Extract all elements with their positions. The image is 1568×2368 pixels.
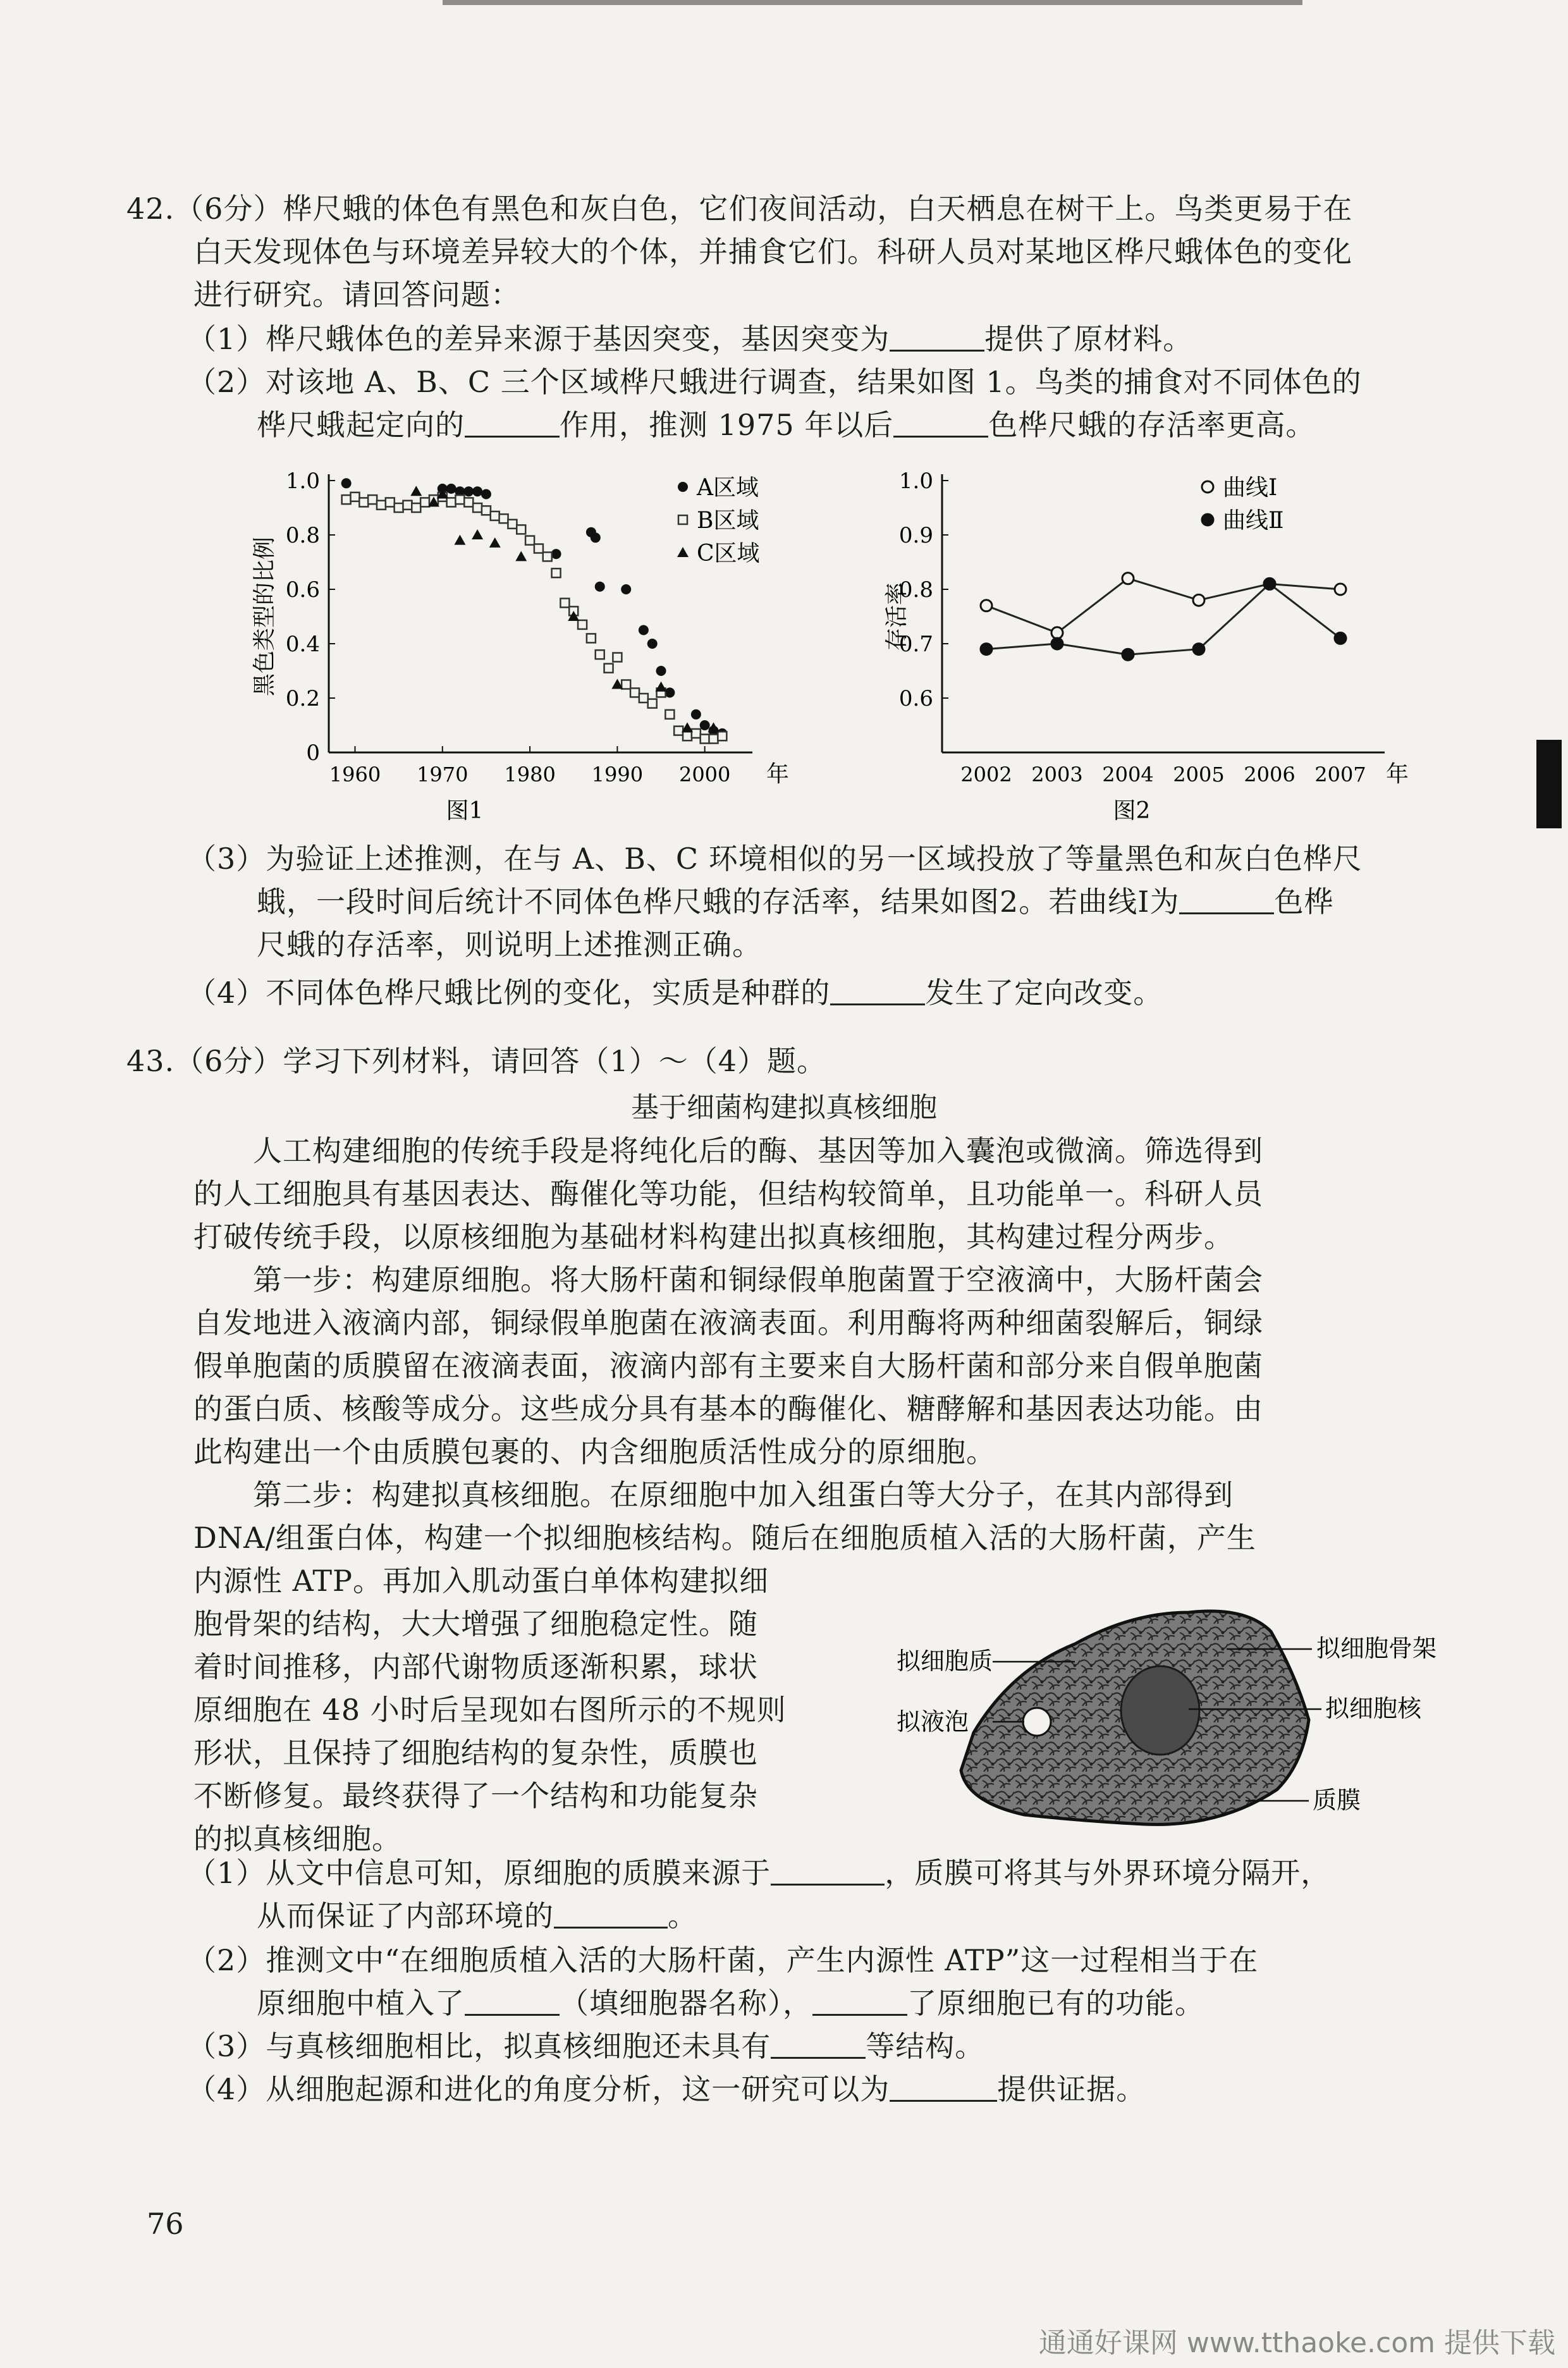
- x-tick-label: 2006: [1244, 763, 1295, 787]
- data-point-A区域: [691, 709, 701, 720]
- data-point-曲线Ⅰ: [1193, 594, 1204, 606]
- q42-part4-text-end: 发生了定向改变。: [925, 976, 1163, 1010]
- answer-blank[interactable]: [554, 1898, 668, 1929]
- data-point-曲线Ⅱ: [1051, 638, 1063, 649]
- label-cytoskeleton: 拟细胞骨架: [1316, 1635, 1437, 1662]
- y-tick-label: 1.0: [285, 469, 320, 494]
- legend-label: 曲线Ⅱ: [1223, 508, 1284, 534]
- label-cytoplasm: 拟细胞质: [897, 1647, 993, 1675]
- label-membrane: 质膜: [1313, 1786, 1361, 1814]
- data-point-B区域: [683, 732, 692, 740]
- data-point-B区域: [604, 664, 613, 673]
- article-line: 的蛋白质、核酸等成分。这些成分具有基本的酶催化、糖酵解和基因表达功能。由: [193, 1392, 1263, 1426]
- q43-part1-text2: 从而保证了内部环境的: [257, 1899, 554, 1933]
- q42-part2-line1: （2）对该地 A、B、C 三个区域桦尺蛾进行调查，结果如图 1。鸟类的捕食对不同体色的: [187, 365, 1362, 399]
- q42-stem-line2: 白天发现体色与环境差异较大的个体，并捕食它们。科研人员对某地区桦尺蛾体色的变化: [193, 235, 1352, 269]
- data-point-B区域: [692, 729, 701, 738]
- label-vacuole: 拟液泡: [897, 1708, 969, 1736]
- legend-marker: [678, 515, 687, 524]
- data-point-B区域: [630, 688, 639, 697]
- data-point-B区域: [639, 694, 648, 702]
- data-point-C区域: [489, 537, 501, 548]
- article-line: 此构建出一个由质膜包裹的、内含细胞质活性成分的原细胞。: [193, 1435, 996, 1469]
- legend-marker: [1202, 514, 1213, 525]
- legend-marker: [678, 482, 688, 492]
- legend-label: C区域: [697, 541, 760, 567]
- data-point-B区域: [482, 506, 491, 515]
- x-tick-label: 2000: [678, 763, 731, 787]
- article-line: 胞骨架的结构，大大增强了细胞稳定性。随: [193, 1607, 758, 1641]
- x-tick-label: 2004: [1102, 763, 1154, 787]
- data-point-B区域: [455, 495, 464, 504]
- q43-part4-text: （4）从细胞起源和进化的角度分析，这一研究可以为: [187, 2072, 890, 2106]
- x-tick-label: 1980: [504, 763, 556, 787]
- figure-caption: 图1: [446, 798, 484, 824]
- scan-top-shadow: [443, 0, 1302, 5]
- y-axis-label: 黑色类型的比例: [252, 536, 278, 697]
- data-point-B区域: [648, 699, 657, 708]
- y-tick-label: 0.8: [285, 523, 320, 548]
- data-point-B区域: [377, 501, 386, 510]
- q43-part2-text-mid: （填细胞器名称），: [560, 1986, 812, 2020]
- data-point-B区域: [403, 501, 412, 510]
- article-line: 人工构建细胞的传统手段是将纯化后的酶、基因等加入囊泡或微滴。筛选得到: [253, 1134, 1263, 1168]
- q43-part1-line1: [187, 1854, 1330, 1892]
- page-number: 76: [147, 2207, 184, 2241]
- y-tick-label: 0.6: [898, 686, 933, 711]
- data-point-B区域: [473, 503, 482, 512]
- data-point-B区域: [701, 735, 709, 744]
- data-point-A区域: [639, 625, 649, 635]
- data-point-C区域: [656, 682, 667, 692]
- q42-part1-text: （1）桦尺蛾体色的差异来源于基因突变，基因突变为: [187, 322, 890, 356]
- article-line: 着时间推移，内部代谢物质逐渐积累，球状: [193, 1650, 758, 1684]
- answer-blank[interactable]: [890, 321, 984, 352]
- data-point-C区域: [410, 486, 422, 496]
- data-point-B区域: [517, 525, 525, 534]
- q42-part3-text: 蛾，一段时间后统计不同体色桦尺蛾的存活率，结果如图2。若曲线Ⅰ为: [257, 885, 1180, 919]
- data-point-B区域: [709, 735, 718, 744]
- x-axis-label: 年: [766, 761, 790, 787]
- x-tick-label: 2007: [1314, 763, 1366, 787]
- article-line: 打破传统手段，以原核细胞为基础材料构建出拟真核细胞，其构建过程分两步。: [193, 1220, 1234, 1254]
- article-line: 原细胞在 48 小时后呈现如右图所示的不规则: [193, 1693, 787, 1727]
- answer-blank[interactable]: [830, 974, 925, 1005]
- y-tick-label: 0: [306, 740, 320, 766]
- q42-part3-text-end: 色桦: [1274, 885, 1334, 919]
- series-line-曲线Ⅱ: [986, 584, 1340, 654]
- legend-marker: [1202, 481, 1213, 493]
- q43-part3-text: （3）与真核细胞相比，拟真核细胞还未具有: [187, 2029, 771, 2063]
- answer-blank[interactable]: [1179, 883, 1274, 914]
- data-point-B区域: [674, 727, 683, 735]
- figure2-chart: [841, 455, 1410, 835]
- data-point-曲线Ⅰ: [1335, 584, 1346, 595]
- data-point-B区域: [447, 498, 456, 506]
- data-point-B区域: [359, 498, 368, 506]
- data-point-A区域: [481, 489, 491, 500]
- data-point-曲线Ⅱ: [981, 644, 992, 655]
- y-tick-label: 0.7: [898, 632, 933, 657]
- data-point-C区域: [515, 551, 527, 561]
- x-tick-label: 1970: [417, 763, 469, 787]
- data-point-A区域: [591, 532, 601, 543]
- data-point-B区域: [587, 634, 596, 642]
- article-line: 自发地进入液滴内部，铜绿假单胞菌在液滴表面。利用酶将两种细菌裂解后，铜绿: [193, 1306, 1263, 1340]
- nucleus-shape: [1121, 1666, 1199, 1755]
- q42-part3-line1: （3）为验证上述推测，在与 A、B、C 环境相似的另一区域投放了等量黑色和灰白色桦尺: [187, 842, 1363, 876]
- data-point-B区域: [491, 512, 499, 520]
- q42-part4-text: （4）不同体色桦尺蛾比例的变化，实质是种群的: [187, 976, 831, 1010]
- q42-part4: [187, 974, 1163, 1012]
- legend-label: B区域: [697, 508, 759, 534]
- answer-blank[interactable]: [890, 2071, 997, 2102]
- legend-label: A区域: [697, 475, 759, 501]
- answer-blank[interactable]: [465, 407, 560, 438]
- q42-part3-line2: [257, 883, 1333, 921]
- x-tick-label: 2002: [960, 763, 1012, 787]
- q42-part1: [187, 320, 1192, 358]
- legend-label: 曲线Ⅰ: [1223, 475, 1278, 501]
- q42-part2-line2: [257, 406, 1315, 444]
- x-axis-label: 年: [1385, 761, 1409, 787]
- q43-part1-text: （1）从文中信息可知，原细胞的质膜来源于: [187, 1856, 771, 1890]
- q43-stem: 43.（6分）学习下列材料，请回答（1）～（4）题。: [126, 1044, 826, 1078]
- data-point-B区域: [613, 653, 622, 662]
- q42-part1-text-end: 提供了原材料。: [984, 322, 1193, 356]
- data-point-A区域: [621, 584, 631, 594]
- data-point-B区域: [543, 552, 552, 561]
- q43-part4-text-end: 提供证据。: [997, 2072, 1146, 2106]
- data-point-A区域: [647, 639, 658, 649]
- data-point-曲线Ⅱ: [1335, 632, 1346, 644]
- q42-part2-text-end: 色桦尺蛾的存活率更高。: [988, 408, 1316, 442]
- figure1-chart: [240, 455, 809, 835]
- data-point-B区域: [560, 599, 569, 608]
- answer-blank[interactable]: [465, 1985, 560, 2016]
- y-tick-label: 0.2: [285, 686, 320, 711]
- data-point-B区域: [412, 503, 420, 512]
- series-line-曲线Ⅰ: [986, 579, 1340, 633]
- data-point-C区域: [454, 535, 465, 545]
- data-point-A区域: [472, 486, 482, 496]
- q43-part1-text-end: ，质膜可将其与外界环境分隔开，: [885, 1856, 1331, 1890]
- x-tick-label: 1990: [591, 763, 644, 787]
- q42-part2-text-mid: 作用，推测 1975 年以后: [560, 408, 894, 442]
- data-point-B区域: [596, 650, 604, 659]
- watermark-text: 通通好课网 www.tthaoke.com 提供下载: [1038, 2327, 1555, 2359]
- answer-blank[interactable]: [771, 2028, 866, 2059]
- y-tick-label: 0.9: [898, 523, 933, 548]
- q43-part1-line2: [257, 1897, 697, 1935]
- data-point-曲线Ⅰ: [1051, 627, 1063, 639]
- data-point-曲线Ⅱ: [1264, 578, 1275, 589]
- article-line: 第一步：构建原细胞。将大肠杆菌和铜绿假单胞菌置于空液滴中，大肠杆菌会: [253, 1263, 1263, 1297]
- y-axis-label: 存活率: [884, 582, 910, 651]
- q43-part3: [187, 2027, 984, 2065]
- data-point-A区域: [656, 666, 666, 676]
- scan-edge-mark: [1536, 740, 1562, 828]
- y-tick-label: 0.6: [285, 577, 320, 603]
- figure-caption: 图2: [1113, 798, 1151, 824]
- q42-part3-line3: 尺蛾的存活率，则说明上述推测正确。: [257, 928, 762, 962]
- x-tick-label: 2005: [1173, 763, 1225, 787]
- data-point-B区域: [395, 503, 403, 512]
- data-point-B区域: [420, 498, 429, 506]
- data-point-B区域: [578, 620, 587, 629]
- data-point-B区域: [622, 680, 630, 689]
- q43-part2-line1: （2）推测文中“在细胞质植入活的大肠杆菌，产生内源性 ATP”这一过程相当于在: [187, 1943, 1259, 1977]
- data-point-B区域: [342, 495, 351, 504]
- y-tick-label: 0.4: [285, 632, 320, 657]
- article-line: 的拟真核细胞。: [193, 1822, 401, 1856]
- q42-stem-line3: 进行研究。请回答问题：: [193, 278, 520, 312]
- q43-part1-text3: 。: [668, 1899, 697, 1933]
- legend-marker: [677, 547, 689, 557]
- data-point-B区域: [525, 536, 534, 545]
- answer-blank[interactable]: [771, 1855, 885, 1886]
- data-point-B区域: [350, 493, 359, 501]
- q43-part2-line2: [257, 1984, 1204, 2022]
- x-tick-label: 2003: [1031, 763, 1083, 787]
- x-tick-label: 1960: [329, 763, 381, 787]
- data-point-B区域: [508, 520, 517, 529]
- data-point-B区域: [386, 498, 395, 506]
- data-point-A区域: [595, 582, 605, 592]
- q43-article-title: 基于细菌构建拟真核细胞: [631, 1091, 937, 1124]
- data-point-曲线Ⅱ: [1122, 649, 1134, 660]
- article-line: 不断修复。最终获得了一个结构和功能复杂: [193, 1779, 758, 1813]
- y-tick-label: 1.0: [898, 469, 933, 494]
- data-point-曲线Ⅱ: [1193, 644, 1204, 655]
- q42-stem-line1: 42.（6分）桦尺蛾的体色有黑色和灰白色，它们夜间活动，白天栖息在树干上。鸟类更易于在: [126, 192, 1353, 226]
- vacuole-shape: [1023, 1708, 1051, 1736]
- data-point-B区域: [552, 568, 561, 577]
- data-point-B区域: [464, 498, 473, 506]
- q43-part4: [187, 2070, 1146, 2108]
- y-tick-label: 0.8: [898, 577, 933, 603]
- data-point-曲线Ⅰ: [1122, 573, 1134, 584]
- article-line: DNA/组蛋白体，构建一个拟细胞核结构。随后在细胞质植入活的大肠杆菌，产生: [193, 1521, 1256, 1555]
- q43-part2-text: 原细胞中植入了: [257, 1986, 465, 2020]
- article-line: 形状，且保持了细胞结构的复杂性，质膜也: [193, 1736, 758, 1770]
- q42-part2-text: 桦尺蛾起定向的: [257, 408, 465, 442]
- label-nucleus: 拟细胞核: [1325, 1695, 1422, 1722]
- q43-part3-text-end: 等结构。: [866, 2029, 985, 2063]
- article-line: 内源性 ATP。再加入肌动蛋白单体构建拟细: [193, 1564, 769, 1598]
- answer-blank[interactable]: [893, 407, 988, 438]
- article-line: 假单胞菌的质膜留在液滴表面，液滴内部有主要来自大肠杆菌和部分来自假单胞菌: [193, 1349, 1263, 1383]
- article-line: 的人工细胞具有基因表达、酶催化等功能，但结构较简单，且功能单一。科研人员: [193, 1177, 1263, 1211]
- data-point-B区域: [499, 514, 508, 523]
- data-point-A区域: [341, 478, 352, 488]
- data-point-B区域: [534, 544, 543, 553]
- q43-part2-text-end: 了原细胞已有的功能。: [907, 1986, 1204, 2020]
- data-point-C区域: [472, 529, 483, 539]
- data-point-B区域: [368, 495, 377, 504]
- data-point-B区域: [665, 710, 674, 719]
- answer-blank[interactable]: [812, 1985, 907, 2016]
- cell-figure: [866, 1574, 1437, 1853]
- data-point-B区域: [718, 732, 726, 740]
- data-point-曲线Ⅰ: [981, 600, 992, 611]
- article-line: 第二步：构建拟真核细胞。在原细胞中加入组蛋白等大分子，在其内部得到: [253, 1478, 1234, 1512]
